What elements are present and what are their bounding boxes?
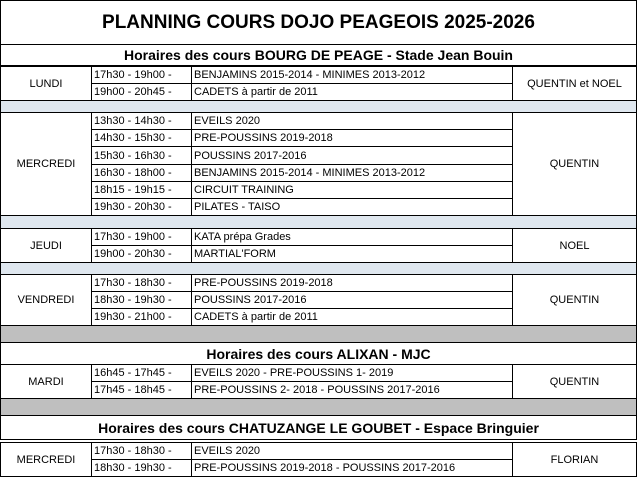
course-name: PRE-POUSSINS 2- 2018 - POUSSINS 2017-2016 xyxy=(191,381,513,399)
time-slot: 18h30 - 19h30 - xyxy=(91,459,192,477)
course-name: POUSSINS 2017-2016 xyxy=(191,291,513,309)
time-slot: 15h30 - 16h30 - xyxy=(91,146,192,165)
day-mercredi-chatuzange: MERCREDI xyxy=(0,442,92,477)
course-name: PRE-POUSSINS 2019-2018 xyxy=(191,129,513,147)
time-slot: 19h30 - 20h30 - xyxy=(91,198,192,216)
time-slot: 14h30 - 15h30 - xyxy=(91,129,192,147)
time-slot: 19h00 - 20h30 - xyxy=(91,245,192,263)
day-mardi: MARDI xyxy=(0,364,92,399)
course-name: BENJAMINS 2015-2014 - MINIMES 2013-2012 xyxy=(191,66,513,84)
day-jeudi: JEUDI xyxy=(0,228,92,263)
section-heading-bourg-de-peage: Horaires des cours BOURG DE PEAGE - Stade Jean Bouin xyxy=(0,44,637,66)
day-mercredi: MERCREDI xyxy=(0,112,92,216)
day-lundi: LUNDI xyxy=(0,66,92,101)
time-slot: 18h15 - 19h15 - xyxy=(91,181,192,199)
day-vendredi: VENDREDI xyxy=(0,274,92,326)
section-heading-chatuzange: Horaires des cours CHATUZANGE LE GOUBET - Espace Bringuier xyxy=(0,415,637,440)
coach-vendredi: QUENTIN xyxy=(512,274,637,326)
course-name: EVEILS 2020 - PRE-POUSSINS 1- 2019 xyxy=(191,364,513,382)
coach-lundi: QUENTIN et NOEL xyxy=(512,66,637,101)
coach-mardi: QUENTIN xyxy=(512,364,637,399)
course-name: PRE-POUSSINS 2019-2018 xyxy=(191,274,513,292)
time-slot: 17h30 - 18h30 - xyxy=(91,274,192,292)
course-name: EVEILS 2020 xyxy=(191,442,513,460)
coach-jeudi: NOEL xyxy=(512,228,637,263)
course-name: CIRCUIT TRAINING xyxy=(191,181,513,199)
separator xyxy=(0,215,637,229)
time-slot: 17h45 - 18h45 - xyxy=(91,381,192,399)
course-name: POUSSINS 2017-2016 xyxy=(191,146,513,165)
time-slot: 17h30 - 19h00 - xyxy=(91,228,192,246)
time-slot: 17h30 - 19h00 - xyxy=(91,66,192,84)
time-slot: 19h30 - 21h00 - xyxy=(91,308,192,326)
time-slot: 16h45 - 17h45 - xyxy=(91,364,192,382)
time-slot: 19h00 - 20h45 - xyxy=(91,83,192,101)
course-name: PILATES - TAISO xyxy=(191,198,513,216)
course-name: CADETS à partir de 2011 xyxy=(191,83,513,101)
coach-mercredi-chatuzange: FLORIAN xyxy=(512,442,637,477)
time-slot: 18h30 - 19h30 - xyxy=(91,291,192,309)
course-name: BENJAMINS 2015-2014 - MINIMES 2013-2012 xyxy=(191,164,513,182)
separator xyxy=(0,325,637,343)
section-heading-alixan: Horaires des cours ALIXAN - MJC xyxy=(0,342,637,365)
course-name: EVEILS 2020 xyxy=(191,112,513,130)
time-slot: 17h30 - 18h30 - xyxy=(91,442,192,460)
coach-mercredi: QUENTIN xyxy=(512,112,637,216)
separator xyxy=(0,398,637,416)
course-name: CADETS à partir de 2011 xyxy=(191,308,513,326)
course-name: PRE-POUSSINS 2019-2018 - POUSSINS 2017-2016 xyxy=(191,459,513,477)
page-title: PLANNING COURS DOJO PEAGEOIS 2025-2026 xyxy=(0,0,637,45)
time-slot: 13h30 - 14h30 - xyxy=(91,112,192,130)
course-name: KATA prépa Grades xyxy=(191,228,513,246)
time-slot: 16h30 - 18h00 - xyxy=(91,164,192,182)
course-name: MARTIAL'FORM xyxy=(191,245,513,263)
